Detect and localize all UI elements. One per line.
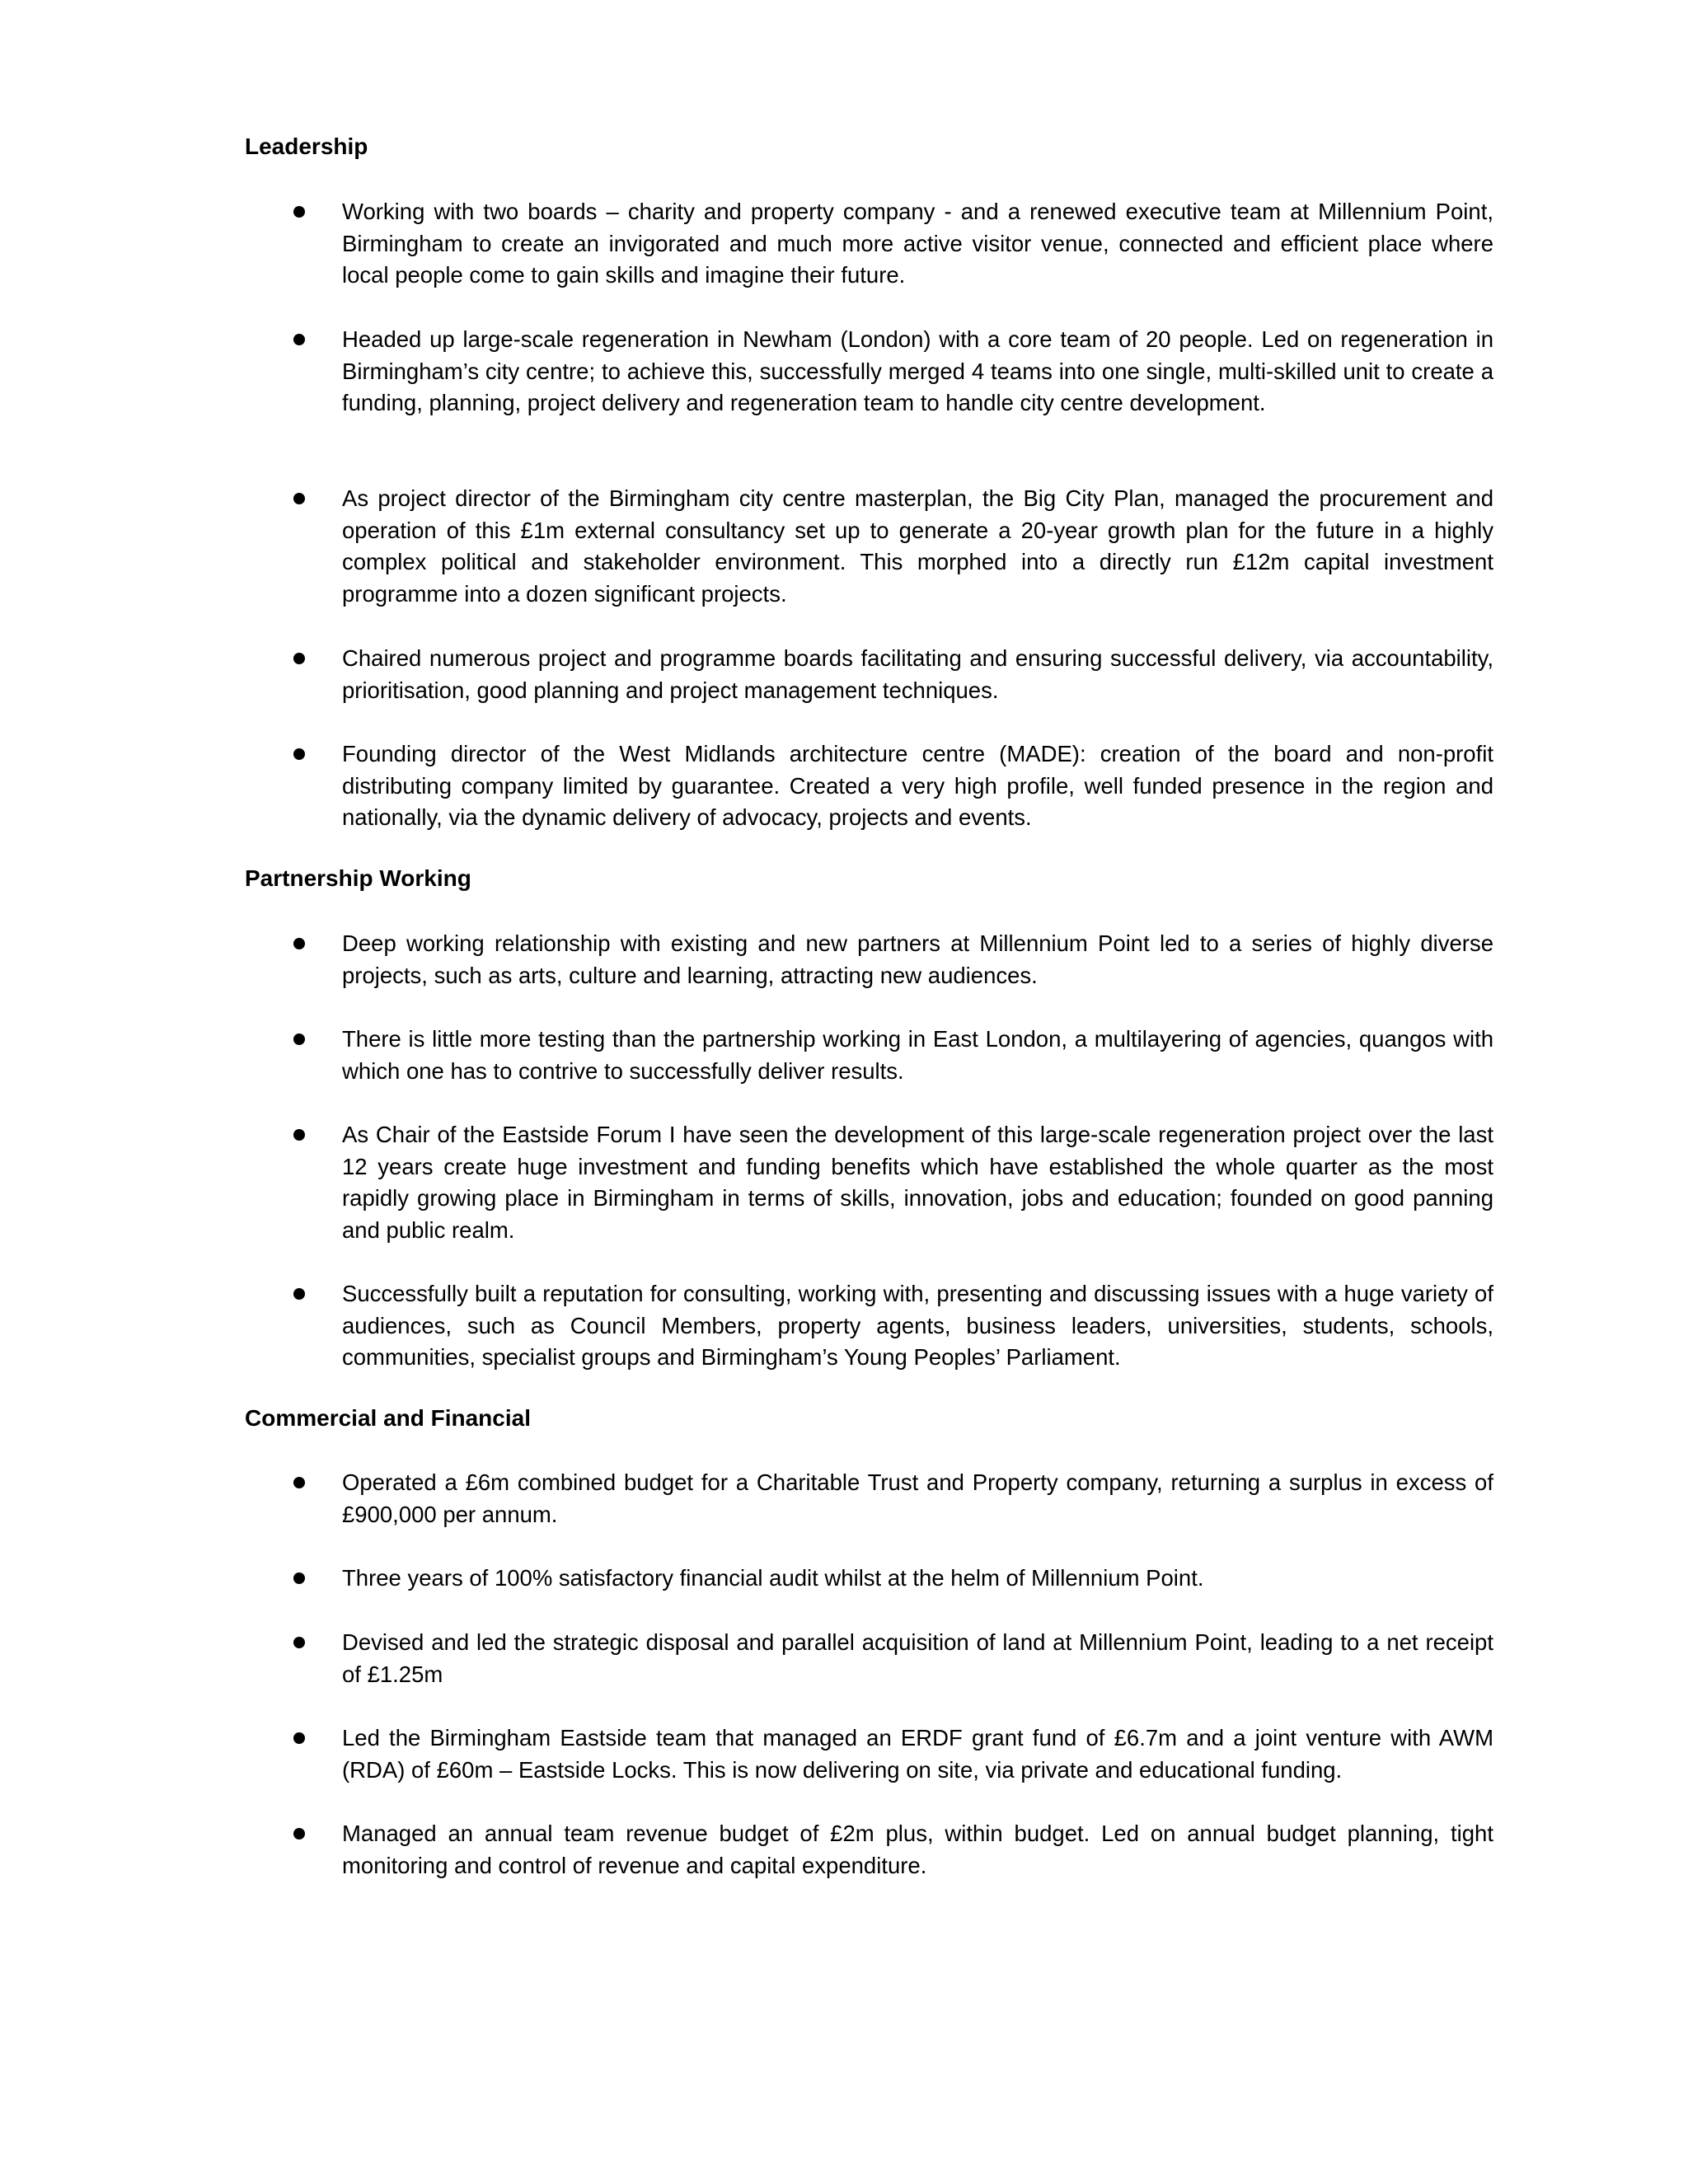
section-heading: Commercial and Financial	[245, 1405, 531, 1431]
bullet-icon	[293, 493, 305, 504]
list-item-text: Successfully built a reputation for consulting, working with, presenting and discussing issues with a huge variety of audiences, such as Council Members, property agents, business leaders, universities, students, schools, communities, specialist groups and Birmingham’s Young Peoples’ Parliament.	[342, 1281, 1493, 1370]
bullet-icon	[293, 1637, 305, 1648]
bullet-icon	[293, 653, 305, 664]
bullet-icon	[293, 206, 305, 218]
list-item-text: Devised and led the strategic disposal and parallel acquisition of land at Millennium Point, leading to a net receipt of £1.25m	[342, 1629, 1493, 1687]
bullet-icon	[293, 1288, 305, 1300]
list-item-text: Headed up large-scale regeneration in Newham (London) with a core team of 20 people. Led on regeneration in Birmingham’s city centre; to achieve this, successfully merged 4 teams into one single, multi-skilled unit to create a funding, planning, project delivery and regeneration team to handle city centre development.	[342, 326, 1493, 415]
bullet-icon	[293, 748, 305, 760]
section-heading: Leadership	[245, 134, 368, 159]
bullet-icon	[293, 1572, 305, 1584]
list-item-text: Deep working relationship with existing and new partners at Millennium Point led to a series of highly diverse projects, such as arts, culture and learning, attracting new audiences.	[342, 930, 1493, 988]
list-item-text: Three years of 100% satisfactory financial audit whilst at the helm of Millennium Point.	[342, 1565, 1204, 1591]
bullet-icon	[293, 1828, 305, 1840]
bullet-icon	[293, 938, 305, 949]
list-item-text: Chaired numerous project and programme boards facilitating and ensuring successful delivery, via accountability, prioritisation, good planning and project management techniques.	[342, 645, 1493, 703]
list-item-text: As Chair of the Eastside Forum I have seen the development of this large-scale regeneration project over the last 12 years create huge investment and funding benefits which have established the whole quarter as the most rapidly growing place in Birmingham in terms of skills, innovation, jobs and education; founded on good panning and public realm.	[342, 1122, 1493, 1243]
list-item-text: Founding director of the West Midlands architecture centre (MADE): creation of the board and non-profit distributing company limited by guarantee. Created a very high profile, well funded presence in the region and nationally, via the dynamic delivery of advocacy, projects and events.	[342, 741, 1493, 830]
section-heading: Partnership Working	[245, 865, 471, 891]
bullet-icon	[293, 1477, 305, 1488]
list-item-text: There is little more testing than the partnership working in East London, a multilayering of agencies, quangos with which one has to contrive to successfully deliver results.	[342, 1026, 1493, 1084]
list-item-text: Working with two boards – charity and property company - and a renewed executive team at Millennium Point, Birmingham to create an invigorated and much more active visitor venue, connected and efficient place where local people come to gain skills and imagine their future.	[342, 199, 1493, 288]
bullet-icon	[293, 1732, 305, 1744]
list-item-text: Managed an annual team revenue budget of £2m plus, within budget. Led on annual budget planning, tight monitoring and control of revenue and capital expenditure.	[342, 1821, 1493, 1878]
list-item-text: Operated a £6m combined budget for a Charitable Trust and Property company, returning a surplus in excess of £900,000 per annum.	[342, 1469, 1493, 1527]
bullet-icon	[293, 1129, 305, 1141]
bullet-icon	[293, 1033, 305, 1045]
list-item-text: Led the Birmingham Eastside team that managed an ERDF grant fund of £6.7m and a joint venture with AWM (RDA) of £60m – Eastside Locks. This is now delivering on site, via private and educational funding.	[342, 1725, 1493, 1783]
list-item-text: As project director of the Birmingham city centre masterplan, the Big City Plan, managed the procurement and operation of this £1m external consultancy set up to generate a 20-year growth plan for the future in a highly complex political and stakeholder environment. This morphed into a directly run £12m capital investment programme into a dozen significant projects.	[342, 485, 1493, 607]
bullet-icon	[293, 334, 305, 345]
